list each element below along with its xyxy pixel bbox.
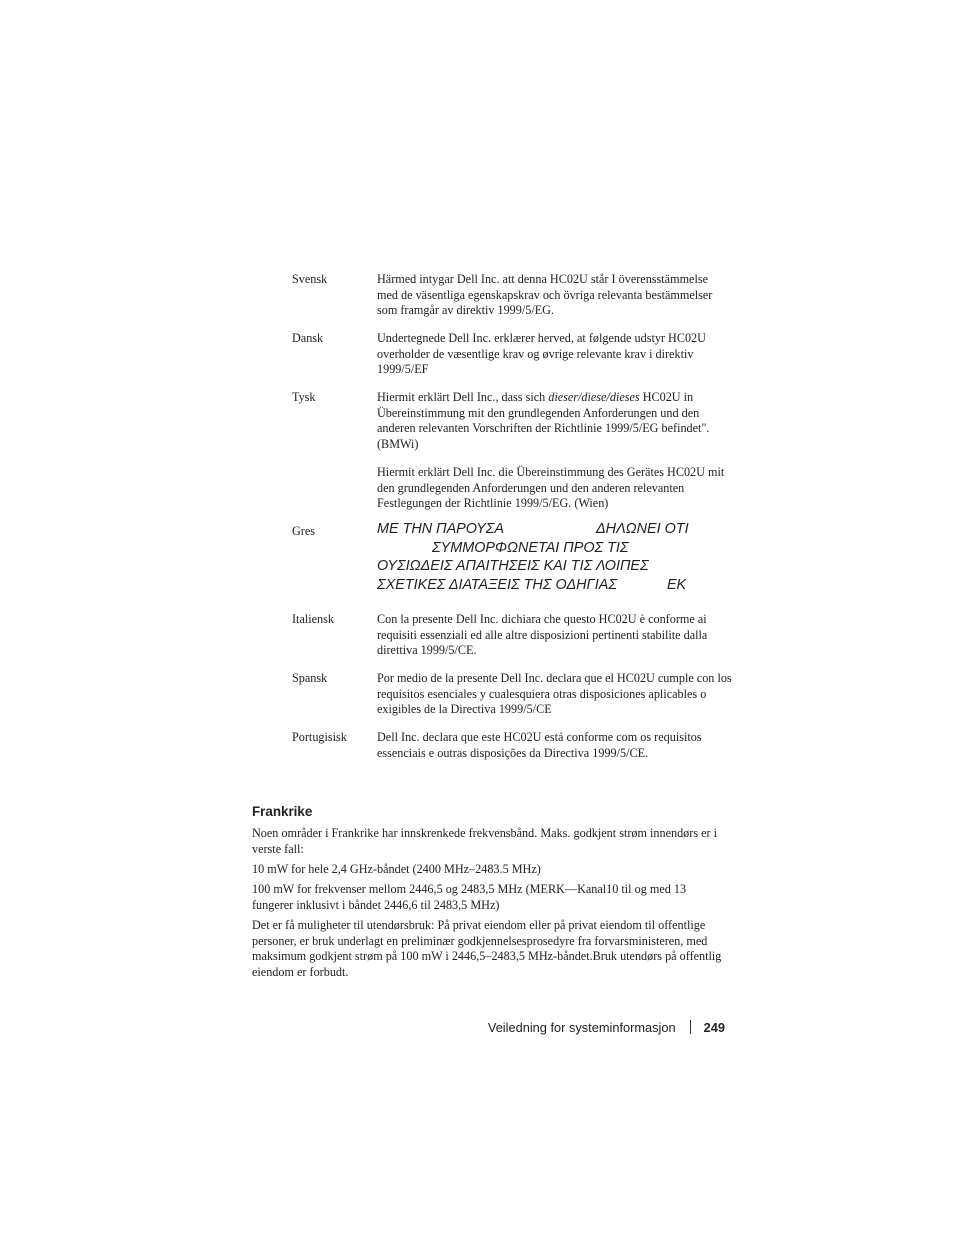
language-label: Spansk (292, 671, 328, 685)
language-label: Tysk (292, 390, 316, 404)
text-italic-part: dieser/diese/dieses (548, 390, 640, 404)
text-part: Hiermit erklärt Dell Inc., dass sich (377, 390, 549, 404)
declaration-text: Undertegnede Dell Inc. erklærer herved, at følgende udstyr HC02U overholder de væsentlige krav og øvrige relevante krav i direktiv 1999/5/EF (377, 331, 706, 377)
paragraph: 10 mW for hele 2,4 GHz-båndet (2400 MHz–2483.5 MHz) (252, 862, 541, 876)
declaration-text: Con la presente Dell Inc. dichiara che questo HC02U è conforme ai requisiti essenziali ed alle altre disposizioni pertinenti stabilite dalla direttiva 1999/5/CE. (377, 612, 708, 658)
language-label: Portugisisk (292, 730, 347, 744)
section-heading: Frankrike (252, 804, 313, 819)
language-label: Dansk (292, 331, 324, 345)
declaration-greek-text (377, 520, 732, 594)
page-number: 249 (703, 1020, 725, 1035)
declaration-text: Hiermit erklärt Dell Inc. die Übereinstimmung des Gerätes HC02U mit den grundlegenden Anforderungen und den anderen relevanten Festlegungen der Richtlinie 1999/5/EG. (Wien) (377, 465, 725, 511)
greek-line-1 (377, 520, 732, 539)
declaration-text: Dell Inc. declara que este HC02U está conforme com os requisitos essenciais e outras disposições da Directiva 1999/5/CE. (377, 730, 702, 760)
greek-line-3: ΟΥΣΙΩΔΕΙΣ ΑΠΑΙΤΗΣΕΙΣ ΚΑΙ ΤΙΣ ΛΟΙΠΕΣ (377, 558, 649, 575)
declaration-text (377, 390, 732, 452)
language-label: Gres (292, 524, 316, 538)
footer-divider (690, 1020, 691, 1034)
greek-segment: ΕΚ (666, 576, 687, 593)
declaration-text: Por medio de la presente Dell Inc. declara que el HC02U cumple con los requisitos esenciales y cualesquiera otras disposiciones aplicables o exigibles de la Directiva 1999/5/CE (377, 671, 732, 717)
language-label: Italiensk (292, 612, 334, 626)
greek-segment: ΣΧΕΤΙΚΕΣ ΔΙΑΤΑΞΕΙΣ ΤΗΣ ΟΔΗΓΙΑΣ (377, 576, 617, 593)
paragraph: Noen områder i Frankrike har innskrenkede frekvensbånd. Maks. godkjent strøm innendørs er i verste fall: (252, 826, 718, 856)
paragraph: 100 mW for frekvenser mellom 2446,5 og 2483,5 MHz (MERK—Kanal10 til og med 13 fungerer inklusivt i båndet 2446,6 til 2483,5 MHz) (252, 882, 687, 912)
paragraph: Det er få muligheter til utendørsbruk: På privat eiendom eller på privat eiendom til offentlige personer, er bruk underlagt en preliminær godkjennelsesprosedyre fra forvarsministeren, med maksimum godkjent strøm på 100 mW i 2446,5–2483,5 MHz-båndet.Bruk utendørs på offentlig eiendom er forbudt. (252, 918, 722, 979)
greek-line-2: ΣΥΜΜΟΡΦΩΝΕΤΑΙ ΠΡΟΣ ΤΙΣ (432, 539, 629, 556)
language-label: Svensk (292, 272, 328, 286)
greek-line-4 (377, 576, 732, 595)
declaration-text: Härmed intygar Dell Inc. att denna HC02U står I överensstämmelse med de väsentliga egenskapskrav och övriga relevanta bestämmelser som framgår av direktiv 1999/5/EG. (377, 272, 713, 318)
greek-segment: ΔΗΛΩΝΕΙ ΟΤΙ (596, 521, 689, 537)
page-footer (420, 1020, 725, 1036)
footer-title: Veiledning for systeminformasjon (487, 1020, 676, 1035)
text-part: HC02U in Übereinstimmung mit den grundlegenden Anforderungen und den anderen relevanten Vorschriften der Richtlinie 1999/5/EG befindet". (BMWi) (377, 390, 710, 451)
greek-segment: ΜΕ ΤΗΝ ΠΑΡΟΥΣΑ (377, 521, 505, 537)
